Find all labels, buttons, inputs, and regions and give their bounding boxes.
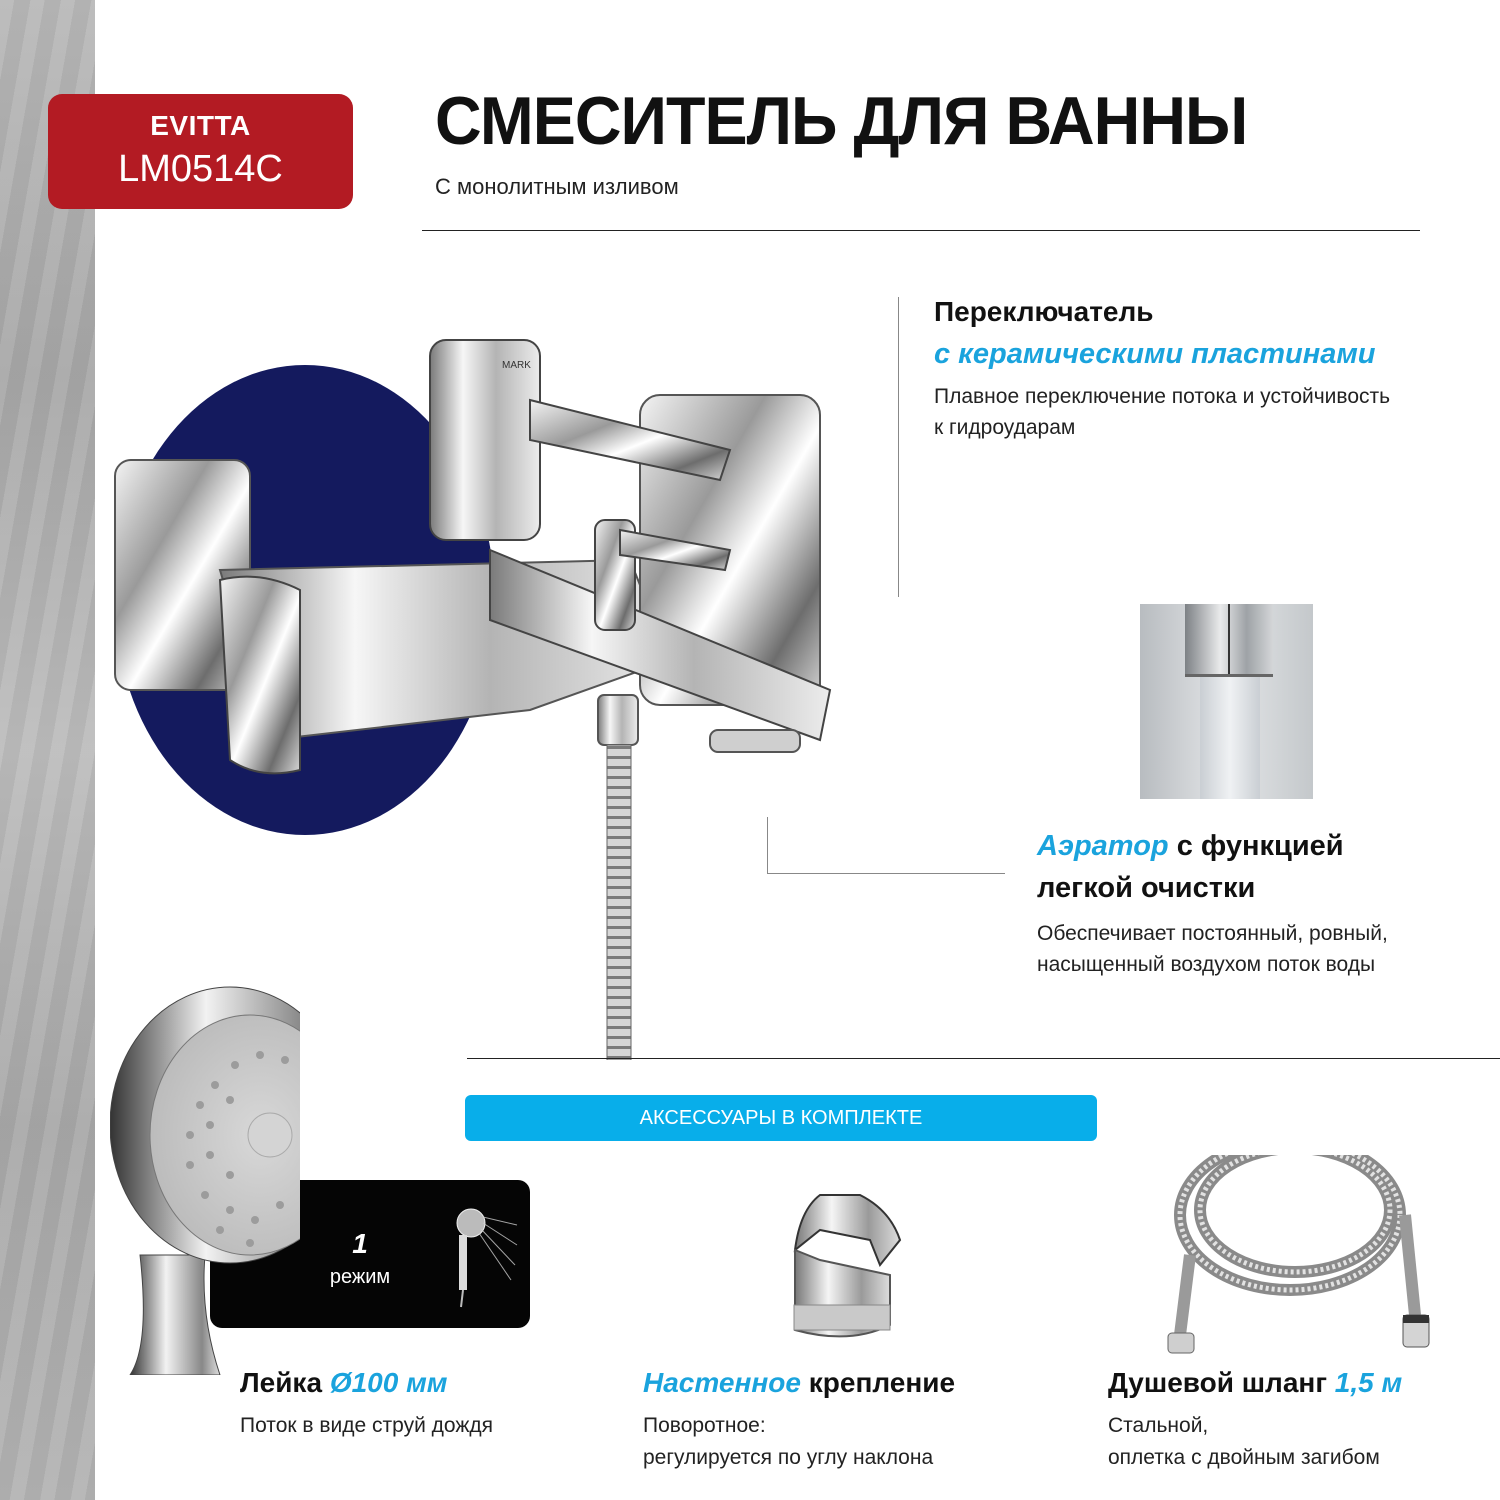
shower-hose-description (1108, 1410, 1380, 1474)
wall-mount-holder-image (780, 1180, 910, 1345)
description-line: регулируется по углу наклона (643, 1446, 934, 1469)
shower-head-title (240, 1367, 448, 1399)
aerator-feature-accent: Аэратор (1037, 830, 1169, 862)
feature-1-leader-line (898, 297, 899, 597)
title-plain: Душевой шланг (1108, 1367, 1327, 1398)
page-subtitle: С монолитным изливом (435, 174, 679, 199)
switch-feature-accent: с керамическими пластинами (934, 338, 1376, 370)
model-badge (48, 94, 353, 209)
description-line: насыщенный воздухом поток воды (1037, 953, 1376, 976)
description-line: к гидроударам (934, 416, 1076, 439)
title-accent: 1,5 м (1334, 1367, 1403, 1398)
feature-2-leader-line-horizontal (767, 873, 1005, 874)
shower-spray-icon (445, 1205, 520, 1310)
shower-head-image (110, 985, 300, 1375)
switch-feature-title: Переключатель (934, 296, 1154, 327)
description-line: оплетка с двойным загибом (1108, 1446, 1380, 1469)
description-line: Поток в виде струй дождя (240, 1414, 494, 1437)
shower-hose-image (1150, 1155, 1460, 1355)
accessories-divider (467, 1058, 1500, 1059)
series-name: EVITTA (150, 110, 251, 141)
feature-2-leader-line (767, 817, 768, 874)
switch-feature-description (934, 381, 1390, 443)
description-line: Поворотное: (643, 1414, 766, 1437)
title-plain: крепление (808, 1367, 956, 1398)
aerator-photo (1140, 604, 1313, 799)
title-accent: Ø100 мм (329, 1367, 448, 1398)
shower-hose-title (1108, 1367, 1402, 1399)
description-line: Обеспечивает постоянный, ровный, (1037, 922, 1388, 945)
title-accent: Настенное (643, 1367, 801, 1398)
aerator-feature-title-plain: с функцией (1176, 830, 1344, 862)
aerator-feature-title-line2: легкой очистки (1037, 872, 1256, 904)
description-line: Плавное переключение потока и устойчивость (934, 385, 1391, 408)
accessories-section-label: АКСЕССУАРЫ В КОМПЛЕКТЕ (465, 1095, 1097, 1141)
header-divider (422, 230, 1420, 231)
bath-faucet-image (110, 300, 840, 1060)
mode-label: режим (329, 1266, 391, 1288)
model-code: LM0514C (118, 148, 283, 190)
wall-mount-title (643, 1367, 955, 1399)
aerator-feature-title-line1 (1037, 830, 1344, 863)
title-plain: Лейка (240, 1367, 323, 1398)
mode-count: 1 (352, 1228, 368, 1259)
page-title: СМЕСИТЕЛЬ ДЛЯ ВАННЫ (435, 83, 1248, 159)
brand-logo-mark: MARK (502, 360, 531, 371)
shower-head-description (240, 1410, 493, 1442)
wall-mount-description (643, 1410, 933, 1474)
description-line: Стальной, (1108, 1414, 1209, 1437)
concrete-side-strip (0, 0, 95, 1500)
aerator-feature-description (1037, 918, 1388, 980)
